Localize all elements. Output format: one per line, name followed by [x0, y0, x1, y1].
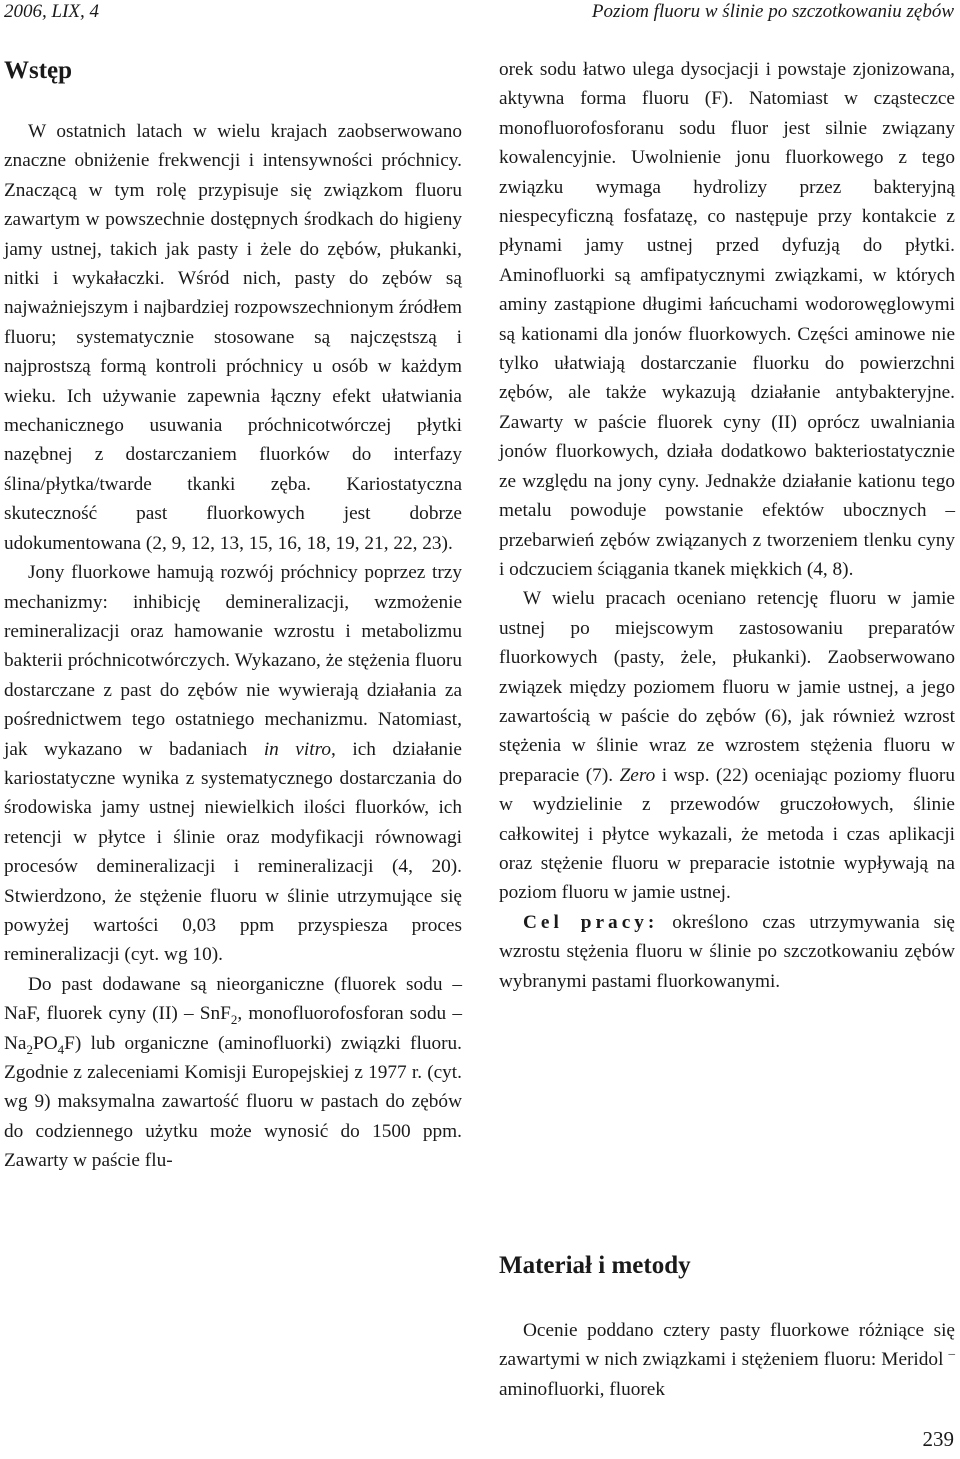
- subscript: 2: [26, 1041, 33, 1057]
- paragraph-text: PO: [32, 1032, 58, 1054]
- superscript: –: [948, 1345, 955, 1361]
- paragraph-text: orek sodu łatwo ulega dysocjacji i powstaje zjonizowana, aktywna forma fluoru (F). Natomiast w cząsteczce monofluorofosforanu sodu fluor jest silnie związany kowalencyjnie. Uwolnienie jonu fluorkowego z tego związku wymaga hydrolizy przez bakteryjną niespecyficzną fosfatazę, co następuje przy kontakcie z płynami jamy ustnej przed dyfuzją do płytki. Aminofluorki są amfipatycznymi związkami, w których aminy zastąpione długimi łańcuchami wodorowęglowymi są kationami dla jonów fluorkowych. Części aminowe nie tylko ułatwiają dostarczanie fluorku do powierzchni zębów, ale także wykazują działanie antybakteryjne. Zawarty w paście fluorek cyny (II) oprócz uwalniania jonów fluorkowych, działa dodatkowo bakteriostatycznie ze względu na jony cyny. Jednakże działanie kationu tego metalu powoduje powstanie efektów ubocznych – przebarwień zębów związanych z tworzeniem tlenku cyny i odczuciem ściągania tkanek miękkich (4, 8).: [499, 59, 955, 580]
- paragraph-text: , ich działanie kariostatyczne wynika z systematycznego dostarczania do środowiska jamy ustnej niewielkich ilości fluorków, ich retencji w płytce i ślinie oraz modyfikacji równowagi procesów demineralizacji i remineralizacji (4, 20). Stwierdzono, że stężenie fluoru w ślinie utrzymujące się powyżej wartości 0,03 ppm przyspiesza proces remineralizacji (cyt. wg 10).: [4, 738, 462, 966]
- paragraph-text: Jony fluorkowe hamują rozwój próchnicy poprzez trzy mechanizmy: inhibicję demineralizacji, wzmożenie remineralizacji oraz hamowanie wzrostu i metabolizmu bakterii próchnicotwórczych. Wykazano, że stężenia fluoru dostarczane z past do zębów nie wywierają działania za pośrednictwem tego ostatniego mechanizmu. Natomiast, jak wykazano w badaniach: [4, 562, 462, 760]
- paragraph-text: W ostatnich latach w wielu krajach zaobserwowano znaczne obniżenie frekwencji i intensywności próchnicy. Znaczącą w tym rolę przypisuje się związkom fluoru zawartym w powszechnie dostępnych środkach do higieny jamy ustnej, takich jak pasty i żele do zębów, płukanki, nitki i wykałaczki. Wśród nich, pasty do zębów są najważniejszym i najbardziej rozpowszechnionym źródłem fluoru; systematycznie stosowane są najczęstszą i najprostszą formą kontroli próchnicy u osób w każdym wieku. Ich używanie zapewnia łączny efekt ułatwiania mechanicznego usuwania próchnicotwórczej płytki nazębnej z dostarczaniem fluorków do interfazy ślina/płytka/twarde tkanki zęba. Kariostatyczna skuteczność past fluorkowych jest dobrze udokumentowana (2, 9, 12, 13, 15, 16, 18, 19, 21, 22, 23).: [4, 121, 462, 554]
- paragraph-text: , monofluorofosforan sodu – Na: [4, 1003, 462, 1054]
- methods-body: [499, 1316, 955, 1404]
- paragraph-text: Do past dodawane są nieorganiczne (fluorek sodu – NaF, fluorek cyny (II) – SnF: [4, 973, 462, 1025]
- italic-author: Zero: [619, 764, 656, 786]
- page-number: 239: [922, 1427, 954, 1451]
- paragraph-text: F) lub organiczne (aminofluorki) związki fluoru. Zgodnie z zaleceniami Komisji Europejskiej z 1977 r. (cyt. wg 9) maksymalna zawartość fluoru w pastach do zębów do codziennego użytku może wynosić do 1500 ppm. Zawarty w paście flu-: [4, 1032, 462, 1172]
- left-column-body: [4, 117, 462, 1176]
- paragraph: [4, 558, 462, 970]
- subscript: 2: [230, 1012, 238, 1028]
- subscript: 4: [57, 1041, 65, 1057]
- section-heading-methods: Materiał i metody: [499, 1252, 691, 1279]
- paragraph-text: aminofluorki, fluorek: [499, 1378, 665, 1400]
- running-head: [0, 0, 960, 30]
- paragraph-continued: [499, 55, 955, 584]
- paragraph-text: Ocenie poddano cztery pasty fluorkowe różniące się zawartymi w nich związkami i stężeniem fluoru: Meridol: [499, 1320, 955, 1371]
- paragraph: [499, 584, 955, 907]
- italic-term: in vitro: [263, 738, 332, 760]
- article-short-title: Poziom fluoru w ślinie po szczotkowaniu zębów: [591, 1, 954, 22]
- aim-label: Cel pracy:: [523, 911, 659, 933]
- right-column-body: [499, 55, 955, 996]
- paragraph: [4, 970, 462, 1176]
- journal-issue: 2006, LIX, 4: [4, 1, 99, 22]
- paragraph: [4, 117, 462, 558]
- paragraph-text: i wsp. (22) oceniając poziomy fluoru w wydzielinie z przewodów gruczołowych, ślinie całkowitej i płytce wykazali, że metoda i czas aplikacji oraz stężenie fluoru w preparacie istotnie wypływają na poziom fluoru w jamie ustnej.: [499, 764, 955, 904]
- paragraph-aim: [499, 908, 955, 996]
- paragraph: [499, 1316, 955, 1404]
- section-heading-introduction: Wstęp: [4, 57, 73, 84]
- paragraph-text: W wielu pracach oceniano retencję fluoru w jamie ustnej po miejscowym zastosowaniu preparatów fluorkowych (pasty, żele, płukanki). Zaobserwowano związek między poziomem fluoru w jamie ustnej, a jego zawartością w paście do zębów (6), jak również wzrost stężenia w ślinie wraz ze wzrostem stężenia fluoru w preparacie (7).: [499, 588, 955, 786]
- paragraph-text: określono czas utrzymywania się wzrostu stężenia fluoru w ślinie po szczotkowaniu zębów wybranymi pastami fluorkowanymi.: [499, 911, 955, 992]
